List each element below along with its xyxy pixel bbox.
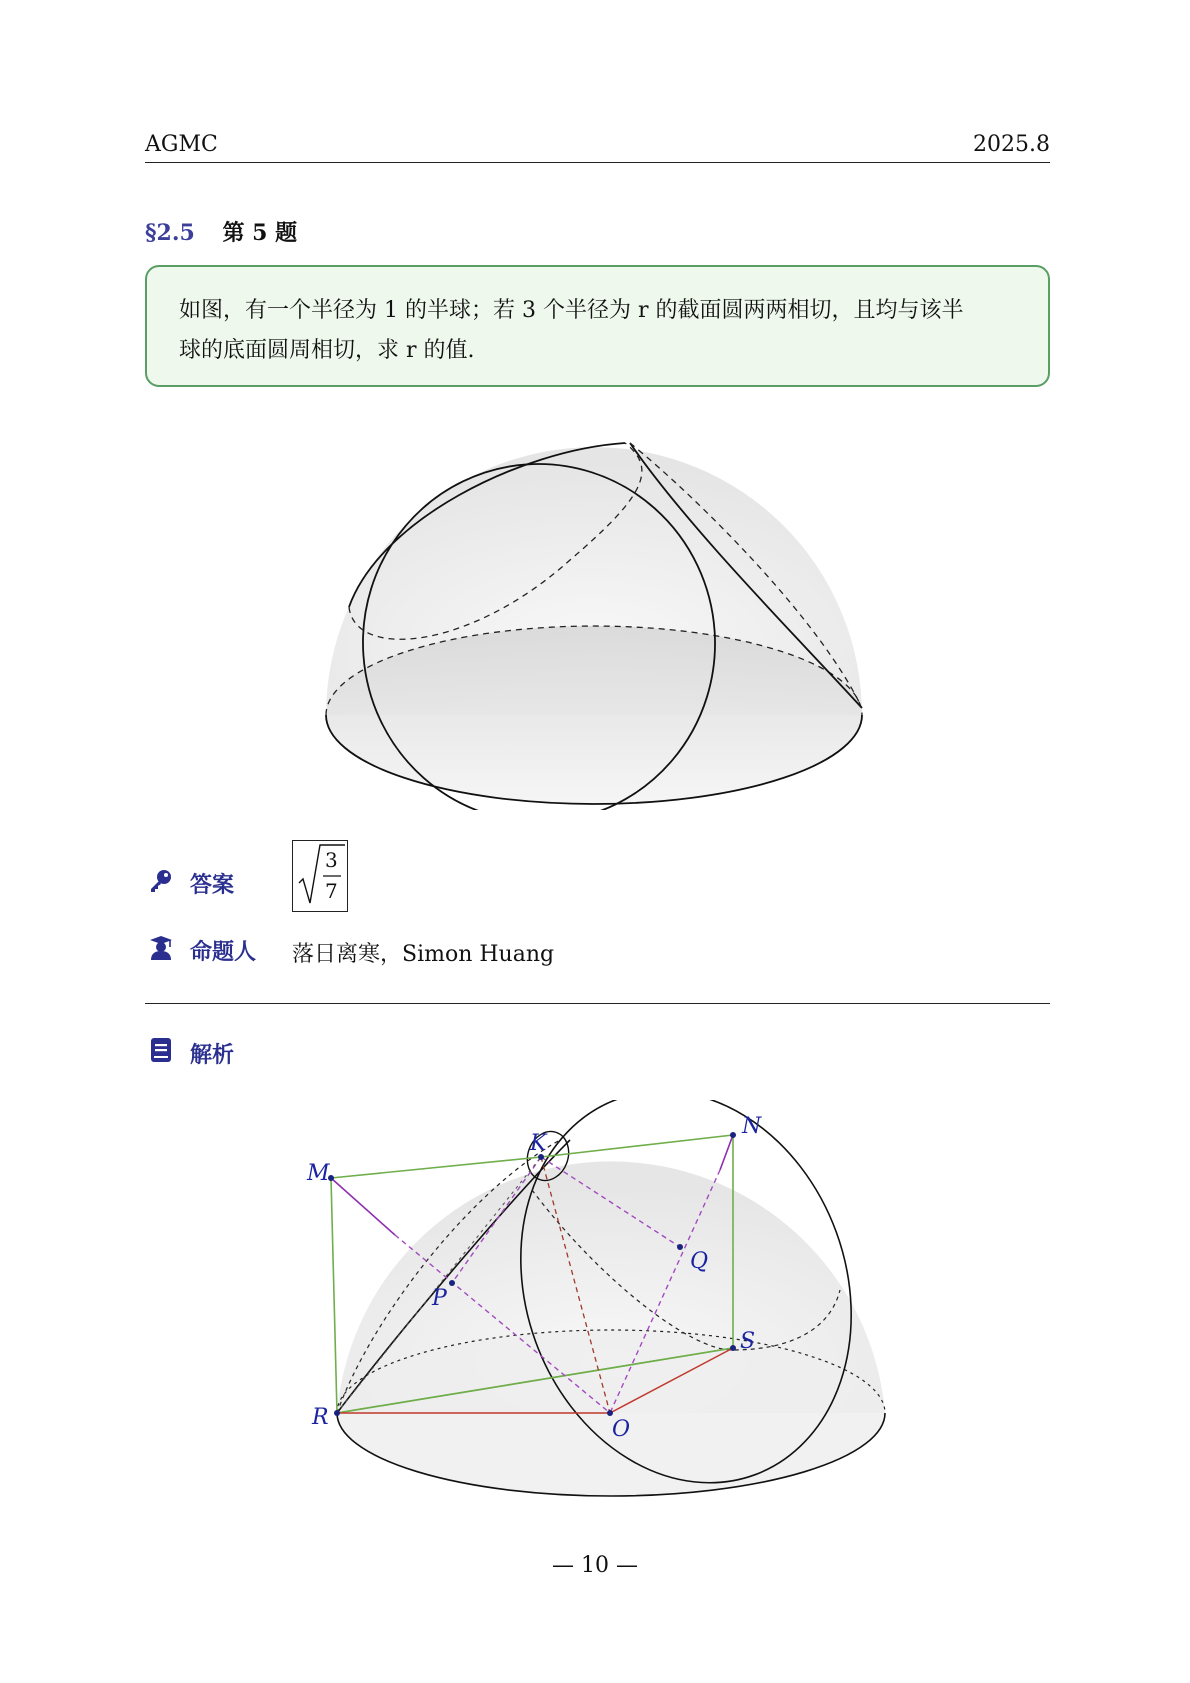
point-R bbox=[334, 1410, 340, 1416]
sqrt-sign bbox=[293, 841, 347, 911]
section-number: §2.5 bbox=[145, 220, 195, 246]
label-S: S bbox=[740, 1329, 756, 1354]
problem-line-2: 球的底面圆周相切，求 r 的值. bbox=[179, 338, 475, 363]
answer-box bbox=[292, 840, 348, 912]
problem-line-1: 如图，有一个半径为 1 的半球；若 3 个半径为 r 的截面圆两两相切，且均与该半 bbox=[179, 298, 964, 323]
header-left: AGMC bbox=[145, 132, 218, 157]
label-M: M bbox=[307, 1161, 330, 1186]
answer-denominator: 7 bbox=[325, 879, 338, 903]
analysis-label: 解析 bbox=[190, 1043, 235, 1068]
label-N: N bbox=[742, 1114, 762, 1139]
point-N bbox=[730, 1132, 736, 1138]
label-R: R bbox=[312, 1405, 329, 1430]
point-O bbox=[607, 1410, 613, 1416]
solution-figure bbox=[300, 1100, 900, 1500]
label-K: K bbox=[530, 1131, 547, 1156]
divider-rule bbox=[145, 1003, 1050, 1004]
section-name: 第 5 题 bbox=[222, 220, 298, 246]
point-Q bbox=[677, 1244, 683, 1250]
answer-label: 答案 bbox=[190, 873, 235, 898]
page-number: — 10 — bbox=[552, 1553, 638, 1578]
key-icon bbox=[148, 868, 174, 894]
label-O: O bbox=[612, 1417, 631, 1442]
purple-N-solid bbox=[720, 1135, 733, 1170]
graduate-icon bbox=[148, 935, 174, 961]
section-title bbox=[145, 216, 297, 247]
base-disk bbox=[326, 626, 862, 804]
label-Q: Q bbox=[690, 1249, 709, 1274]
header-right: 2025.8 bbox=[973, 132, 1050, 157]
point-S bbox=[730, 1345, 736, 1351]
answer-numerator: 3 bbox=[325, 848, 338, 872]
point-P bbox=[449, 1280, 455, 1286]
author-names: 落日离寒，Simon Huang bbox=[292, 942, 555, 967]
hemisphere-figure bbox=[300, 430, 900, 810]
header-rule bbox=[145, 162, 1050, 163]
book-icon bbox=[150, 1037, 172, 1063]
problem-box bbox=[145, 265, 1050, 387]
author-label: 命题人 bbox=[190, 940, 257, 965]
purple-M-solid bbox=[331, 1178, 395, 1235]
label-P: P bbox=[432, 1286, 447, 1311]
